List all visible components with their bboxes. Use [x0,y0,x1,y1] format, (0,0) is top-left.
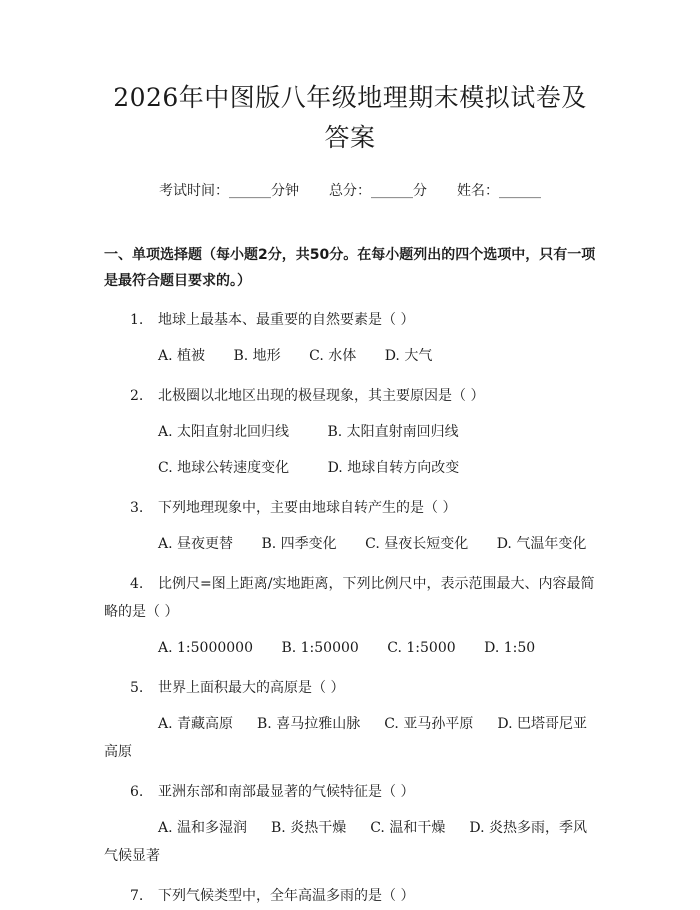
question-text: 下列气候类型中，全年高温多雨的是（ ） [158,888,415,904]
option-a: A. 植被 [158,348,206,364]
options-4 [104,634,596,662]
score-blank: ______ [371,183,413,199]
question-5 [104,674,596,702]
option-c: C. 1:5000 [387,640,456,656]
question-3 [104,494,596,522]
question-text: 下列地理现象中，主要由地球自转产生的是（ ） [158,500,457,516]
question-number: 3. [130,500,144,516]
option-b: B. 喜马拉雅山脉 [257,716,361,732]
question-text: 世界上面积最大的高原是（ ） [158,680,345,696]
page-title: 2026年中图版八年级地理期末模拟试卷及答案 [113,83,587,152]
time-label: 考试时间： [159,183,229,199]
name-label: 姓名： [457,183,499,199]
options-2-row-2 [104,454,596,482]
option-b: B. 四季变化 [261,536,337,552]
option-b: B. 地形 [233,348,281,364]
options-6 [104,814,596,870]
option-b: B. 1:50000 [281,640,359,656]
option-c: C. 昼夜长短变化 [365,536,469,552]
question-text: 亚洲东部和南部最显著的气候特征是（ ） [158,784,415,800]
option-c: C. 温和干燥 [370,820,446,836]
question-6 [104,778,596,806]
question-7 [104,882,596,910]
question-number: 7. [130,888,144,904]
option-a: A. 1:5000000 [158,640,253,656]
option-b: B. 炎热干燥 [271,820,347,836]
question-text: 比例尺=图上距离/实地距离，下列比例尺中，表示范围最大、内容最简略的是（ ） [104,576,595,620]
name-blank: ______ [499,183,541,199]
question-number: 5. [130,680,144,696]
option-c: C. 亚马孙平原 [384,716,474,732]
options-2-row-1 [104,418,596,446]
option-d: D. 大气 [384,348,433,364]
option-c: C. 水体 [309,348,357,364]
option-d: D. 地球自转方向改变 [327,460,460,476]
question-1 [104,306,596,334]
option-a: A. 昼夜更替 [158,536,234,552]
option-a: A. 温和多湿润 [158,820,248,836]
question-4 [104,570,596,626]
options-1 [104,342,596,370]
option-d: D. 炎热多雨，季风气候显著 [104,820,587,864]
score-unit: 分 [413,183,427,199]
time-blank: ______ [229,183,271,199]
option-c: C. 地球公转速度变化 [158,460,290,476]
question-number: 4. [130,576,144,592]
option-a: A. 青藏高原 [158,716,234,732]
question-number: 6. [130,784,144,800]
option-a: A. 太阳直射北回归线 [158,424,290,440]
option-b: B. 太阳直射南回归线 [327,424,459,440]
option-d: D. 气温年变化 [496,536,587,552]
question-number: 2. [130,388,144,404]
question-text: 北极圈以北地区出现的极昼现象，其主要原因是（ ） [158,388,485,404]
options-5 [104,710,596,766]
question-text: 地球上最基本、最重要的自然要素是（ ） [158,312,415,328]
question-2 [104,382,596,410]
options-3 [104,530,596,558]
section-heading-single-choice: 一、单项选择题（每小题2分，共50分。在每小题列出的四个选项中，只有一项是最符合题目要求的。） [104,247,596,289]
exam-info-line [104,180,596,200]
question-number: 1. [130,312,144,328]
option-d: D. 1:50 [484,640,536,656]
time-unit: 分钟 [271,183,299,199]
score-label: 总分： [329,183,371,199]
option-d: D. 巴塔哥尼亚高原 [104,716,587,760]
